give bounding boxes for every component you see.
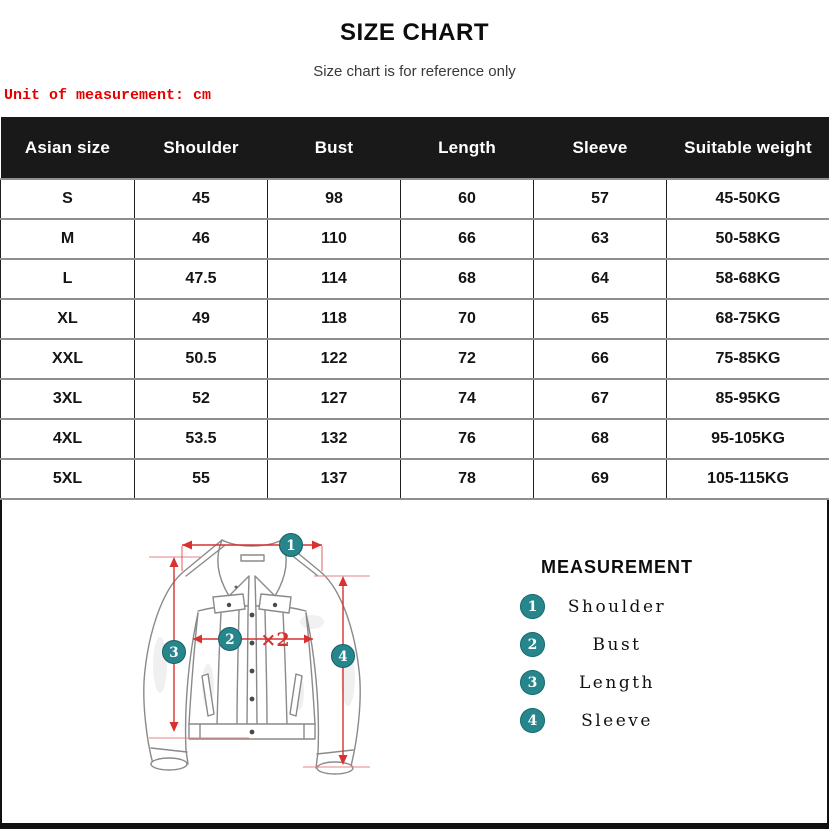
times-two-note: ×2	[260, 629, 290, 651]
size-cell: 3XL	[1, 379, 135, 419]
sleeve-cell: 57	[534, 179, 667, 219]
marker-3-number: 3	[169, 644, 179, 661]
column-header-asian-size: Asian size	[1, 117, 135, 179]
bust-cell: 137	[268, 459, 401, 499]
weight-cell: 85-95KG	[667, 379, 829, 419]
legend-label: Sleeve	[581, 710, 653, 731]
length-cell: 76	[401, 419, 534, 459]
shoulder-cell: 49	[135, 299, 268, 339]
length-cell: 66	[401, 219, 534, 259]
jacket-diagram-svg	[2, 500, 442, 823]
sleeve-cell: 66	[534, 339, 667, 379]
sleeve-cell: 65	[534, 299, 667, 339]
size-cell: 4XL	[1, 419, 135, 459]
size-cell: XXL	[1, 339, 135, 379]
shoulder-cell: 53.5	[135, 419, 268, 459]
length-cell: 70	[401, 299, 534, 339]
column-header-bust: Bust	[268, 117, 401, 179]
jacket-shading	[153, 615, 355, 710]
size-cell: S	[1, 179, 135, 219]
table-row	[1, 179, 829, 219]
legend-item-sleeve	[520, 708, 827, 733]
bust-cell: 110	[268, 219, 401, 259]
marker-1-badge	[280, 534, 303, 557]
length-cell: 78	[401, 459, 534, 499]
legend-item-shoulder	[520, 594, 827, 619]
column-header-shoulder: Shoulder	[135, 117, 268, 179]
shoulder-cell: 50.5	[135, 339, 268, 379]
page-title: SIZE CHART	[340, 19, 489, 46]
shoulder-cell: 46	[135, 219, 268, 259]
shoulder-cell: 45	[135, 179, 268, 219]
shoulder-cell: 52	[135, 379, 268, 419]
weight-cell: 105-115KG	[667, 459, 829, 499]
table-row	[1, 299, 829, 339]
marker-3-badge	[163, 641, 186, 664]
size-cell: XL	[1, 299, 135, 339]
legend-label: Length	[579, 672, 655, 693]
length-cell: 72	[401, 339, 534, 379]
table-row	[1, 339, 829, 379]
column-header-suitable-weight: Suitable weight	[667, 117, 829, 179]
legend-number-badge: 4	[520, 708, 545, 733]
legend-number-badge: 2	[520, 632, 545, 657]
table-row	[1, 219, 829, 259]
legend-label: Shoulder	[567, 596, 667, 617]
column-header-sleeve: Sleeve	[534, 117, 667, 179]
table-row	[1, 459, 829, 499]
size-cell: L	[1, 259, 135, 299]
measurement-section	[0, 500, 829, 829]
table-row	[1, 419, 829, 459]
marker-2-number: 2	[225, 631, 235, 648]
size-table-header-row	[1, 117, 829, 179]
legend-item-length	[520, 670, 827, 695]
unit-of-measurement-note: Unit of measurement: cm	[4, 87, 212, 104]
weight-cell: 95-105KG	[667, 419, 829, 459]
jacket-diagram	[2, 500, 442, 823]
marker-2-badge	[219, 628, 242, 651]
measurement-legend	[442, 500, 827, 823]
shoulder-cell: 47.5	[135, 259, 268, 299]
legend-number-badge: 3	[520, 670, 545, 695]
legend-number-badge: 1	[520, 594, 545, 619]
marker-4-badge	[332, 645, 355, 668]
bust-cell: 98	[268, 179, 401, 219]
shoulder-cell: 55	[135, 459, 268, 499]
bust-cell: 132	[268, 419, 401, 459]
legend-label: Bust	[592, 634, 642, 655]
length-cell: 60	[401, 179, 534, 219]
size-table	[0, 117, 829, 500]
weight-cell: 50-58KG	[667, 219, 829, 259]
sleeve-cell: 64	[534, 259, 667, 299]
marker-4-number: 4	[338, 648, 348, 665]
sleeve-cell: 68	[534, 419, 667, 459]
sleeve-cell: 67	[534, 379, 667, 419]
length-cell: 74	[401, 379, 534, 419]
measurement-legend-title: MEASUREMENT	[540, 557, 693, 577]
weight-cell: 75-85KG	[667, 339, 829, 379]
page-header	[0, 0, 829, 117]
marker-1-number: 1	[286, 537, 296, 554]
table-row	[1, 259, 829, 299]
size-cell: 5XL	[1, 459, 135, 499]
weight-cell: 68-75KG	[667, 299, 829, 339]
bust-cell: 118	[268, 299, 401, 339]
length-cell: 68	[401, 259, 534, 299]
weight-cell: 45-50KG	[667, 179, 829, 219]
page-subtitle: Size chart is for reference only	[313, 63, 516, 80]
bust-cell: 114	[268, 259, 401, 299]
bust-cell: 127	[268, 379, 401, 419]
bust-cell: 122	[268, 339, 401, 379]
column-header-length: Length	[401, 117, 534, 179]
sleeve-cell: 63	[534, 219, 667, 259]
sleeve-cell: 69	[534, 459, 667, 499]
legend-item-bust	[520, 632, 827, 657]
table-row	[1, 379, 829, 419]
size-cell: M	[1, 219, 135, 259]
weight-cell: 58-68KG	[667, 259, 829, 299]
